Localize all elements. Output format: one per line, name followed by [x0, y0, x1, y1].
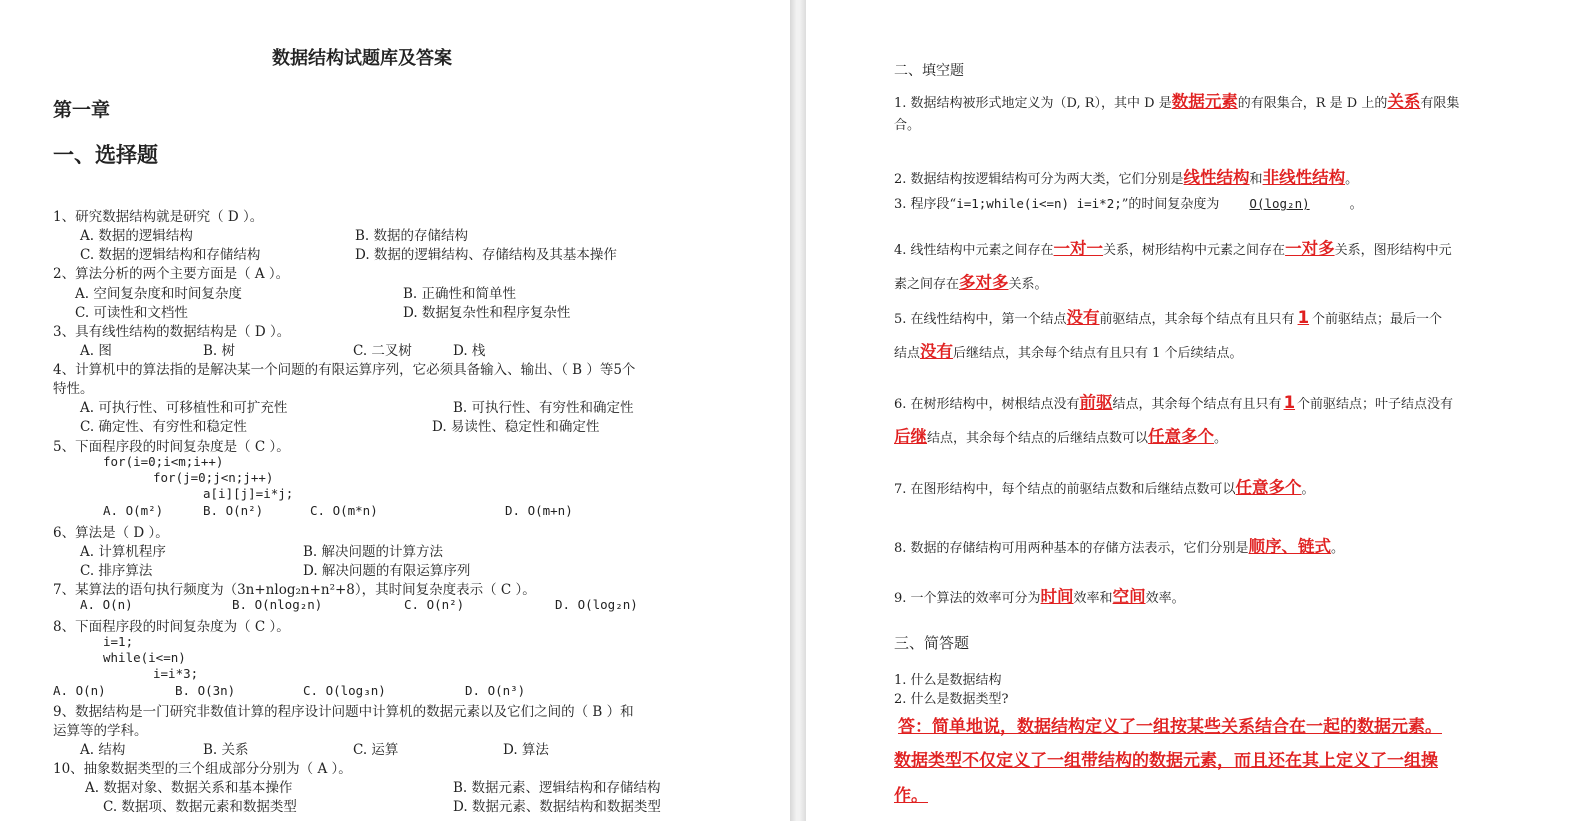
chapter-heading: 第一章 — [53, 99, 111, 121]
answer-text-line: 作。 — [894, 786, 928, 806]
answer-blank: 任意多个 — [1148, 427, 1215, 446]
question-5: 5、下面程序段的时间复杂度是（ C ）。 — [53, 439, 290, 455]
code-line: for(i=0;i<m;i++) — [103, 454, 224, 469]
option: D. O(m+n) — [505, 503, 573, 518]
code-line: while(i<=n) — [103, 650, 186, 665]
answer-blank: 前驱 — [1079, 393, 1113, 412]
short-question-1: 1. 什么是数据结构 — [894, 673, 1002, 688]
option: C. O(n²) — [404, 597, 465, 612]
question-8: 8、下面程序段的时间复杂度为（ C ）。 — [53, 619, 290, 635]
option: B. 数据元素、逻辑结构和存储结构 — [453, 780, 661, 796]
fill-question-6-cont: 后继结点，其余每个结点的后继结点数可以任意多个。 — [894, 427, 1228, 446]
fill-question-1-cont: 合。 — [894, 118, 921, 133]
fill-question-7: 7. 在图形结构中，每个结点的前驱结点数和后继结点数可以任意多个。 — [894, 478, 1315, 497]
answer-blank: 非线性结构 — [1262, 168, 1346, 187]
option: A. 数据的逻辑结构 — [80, 228, 193, 244]
fill-question-3: 3. 程序段“i=1;while(i<=n) i=i*2;”的时间复杂度为 O(log₂n) 。 — [894, 196, 1363, 212]
code-line: for(j=0;j<n;j++) — [153, 470, 274, 485]
question-3: 3、具有线性结构的数据结构是（ D ）。 — [53, 324, 291, 340]
option: A. 可执行性、可移植性和可扩充性 — [80, 400, 288, 416]
answer-blank: 顺序、链式 — [1248, 537, 1332, 556]
answer-blank: 1 — [1297, 308, 1310, 327]
option: D. 数据元素、数据结构和数据类型 — [453, 799, 661, 815]
fill-question-9: 9. 一个算法的效率可分为时间效率和空间效率。 — [894, 587, 1185, 606]
question-1: 1、研究数据结构就是研究（ D ）。 — [53, 209, 264, 225]
option: C. 数据项、数据元素和数据类型 — [103, 799, 297, 815]
answer-blank: 任意多个 — [1235, 478, 1302, 497]
answer-blank: O(log₂n) — [1249, 196, 1310, 211]
code-line: i=i*3; — [153, 666, 199, 681]
option: B. O(n²) — [203, 503, 264, 518]
fill-question-5-cont: 结点没有后继结点，其余每个结点有且只有 1 个后续结点。 — [894, 342, 1243, 361]
answer-blank: 数据元素 — [1171, 92, 1238, 111]
fill-blank-heading: 二、填空题 — [894, 63, 964, 79]
fill-question-4: 4. 线性结构中元素之间存在一对一关系，树形结构中元素之间存在一对多关系，图形结构中元 — [894, 239, 1452, 258]
option: B. 关系 — [203, 742, 249, 758]
answer-blank: 时间 — [1040, 587, 1074, 606]
answer-blank: 关系 — [1387, 92, 1421, 111]
option: C. 确定性、有穷性和稳定性 — [80, 419, 247, 435]
question-9: 9、数据结构是一门研究非数值计算的程序设计问题中计算机的数据元素以及它们之间的（ B ）和 — [53, 704, 634, 720]
short-question-2: 2. 什么是数据类型? — [894, 692, 1009, 707]
option: C. 数据的逻辑结构和存储结构 — [80, 247, 261, 263]
option: B. 可执行性、有穷性和确定性 — [453, 400, 634, 416]
option: C. O(log₃n) — [303, 683, 386, 698]
question-7: 7、某算法的语句执行频度为（3n+nlog₂n+n²+8），其时间复杂度表示（ C ）。 — [53, 582, 536, 598]
question-9-cont: 运算等的学科。 — [53, 723, 148, 739]
option: A. 空间复杂度和时间复杂度 — [75, 286, 242, 302]
option: D. 解决问题的有限运算序列 — [303, 563, 471, 579]
option: D. 数据复杂性和程序复杂性 — [403, 305, 571, 321]
question-6: 6、算法是（ D ）。 — [53, 525, 169, 541]
code-line: i=1; — [103, 634, 134, 649]
option: D. O(log₂n) — [555, 597, 638, 612]
question-2: 2、算法分析的两个主要方面是（ A ）。 — [53, 266, 290, 282]
option: B. 解决问题的计算方法 — [303, 544, 444, 560]
fill-question-4-cont: 素之间存在多对多关系。 — [894, 273, 1048, 292]
option: A. 结构 — [80, 742, 126, 758]
right-page — [806, 0, 1582, 821]
answer-blank: 一对多 — [1285, 239, 1335, 258]
answer-blank: 空间 — [1112, 587, 1146, 606]
fill-question-1: 1. 数据结构被形式地定义为（D, R），其中 D 是数据元素的有限集合，R 是 D 上的关系有限集 — [894, 92, 1460, 111]
option: C. 运算 — [353, 742, 399, 758]
option: A. O(m²) — [103, 503, 164, 518]
answer-blank: 没有 — [1066, 308, 1100, 327]
option: A. 数据对象、数据关系和基本操作 — [85, 780, 293, 796]
option: D. 数据的逻辑结构、存储结构及其基本操作 — [355, 247, 617, 263]
fill-question-8: 8. 数据的存储结构可用两种基本的存储方法表示，它们分别是顺序、链式。 — [894, 537, 1345, 556]
document-title: 数据结构试题库及答案 — [272, 48, 452, 69]
page-gutter — [790, 0, 806, 821]
fill-question-5: 5. 在线性结构中，第一个结点没有前驱结点，其余每个结点有且只有 1 个前驱结点；最后一个 — [894, 308, 1443, 327]
fill-question-6: 6. 在树形结构中，树根结点没有前驱结点，其余每个结点有且只有 1 个前驱结点；叶子结点没有 — [894, 393, 1454, 412]
option: D. 栈 — [453, 343, 486, 359]
option: A. 图 — [80, 343, 112, 359]
option: B. O(3n) — [175, 683, 236, 698]
answer-text-line: 答：简单地说，数据结构定义了一组按某些关系结合在一起的数据元素。 — [898, 717, 1442, 737]
option: C. 排序算法 — [80, 563, 153, 579]
option: C. 可读性和文档性 — [75, 305, 188, 321]
fill-question-2: 2. 数据结构按逻辑结构可分为两大类，它们分别是线性结构和非线性结构。 — [894, 168, 1359, 187]
question-4-cont: 特性。 — [53, 381, 94, 397]
answer-blank: 后继 — [894, 427, 927, 446]
answer-text-line: 数据类型不仅定义了一组带结构的数据元素，而且还在其上定义了一组操 — [894, 751, 1438, 771]
option: C. 二叉树 — [353, 343, 412, 359]
option: A. O(n) — [53, 683, 106, 698]
option: C. O(m*n) — [310, 503, 378, 518]
code-line: a[i][j]=i*j; — [203, 486, 294, 501]
left-page — [0, 0, 790, 821]
section-heading: 一、选择题 — [53, 143, 158, 167]
answer-blank: 多对多 — [959, 273, 1009, 292]
option: B. O(nlog₂n) — [232, 597, 323, 612]
short-answer-heading: 三、简答题 — [894, 634, 970, 652]
option: B. 树 — [203, 343, 236, 359]
option: B. 数据的存储结构 — [355, 228, 469, 244]
answer-blank: 1 — [1283, 393, 1296, 412]
answer-blank: 没有 — [920, 342, 954, 361]
option: D. 易读性、稳定性和确定性 — [432, 419, 600, 435]
option: D. 算法 — [503, 742, 549, 758]
question-10: 10、抽象数据类型的三个组成部分分别为（ A ）。 — [53, 761, 352, 777]
question-4: 4、计算机中的算法指的是解决某一个问题的有限运算序列，它必须具备输入、输出、（ B ）等5个 — [53, 362, 636, 378]
option: D. O(n³) — [465, 683, 526, 698]
option: A. 计算机程序 — [80, 544, 166, 560]
option: B. 正确性和简单性 — [403, 286, 517, 302]
answer-blank: 线性结构 — [1183, 168, 1250, 187]
option: A. O(n) — [80, 597, 133, 612]
answer-blank: 一对一 — [1053, 239, 1104, 258]
